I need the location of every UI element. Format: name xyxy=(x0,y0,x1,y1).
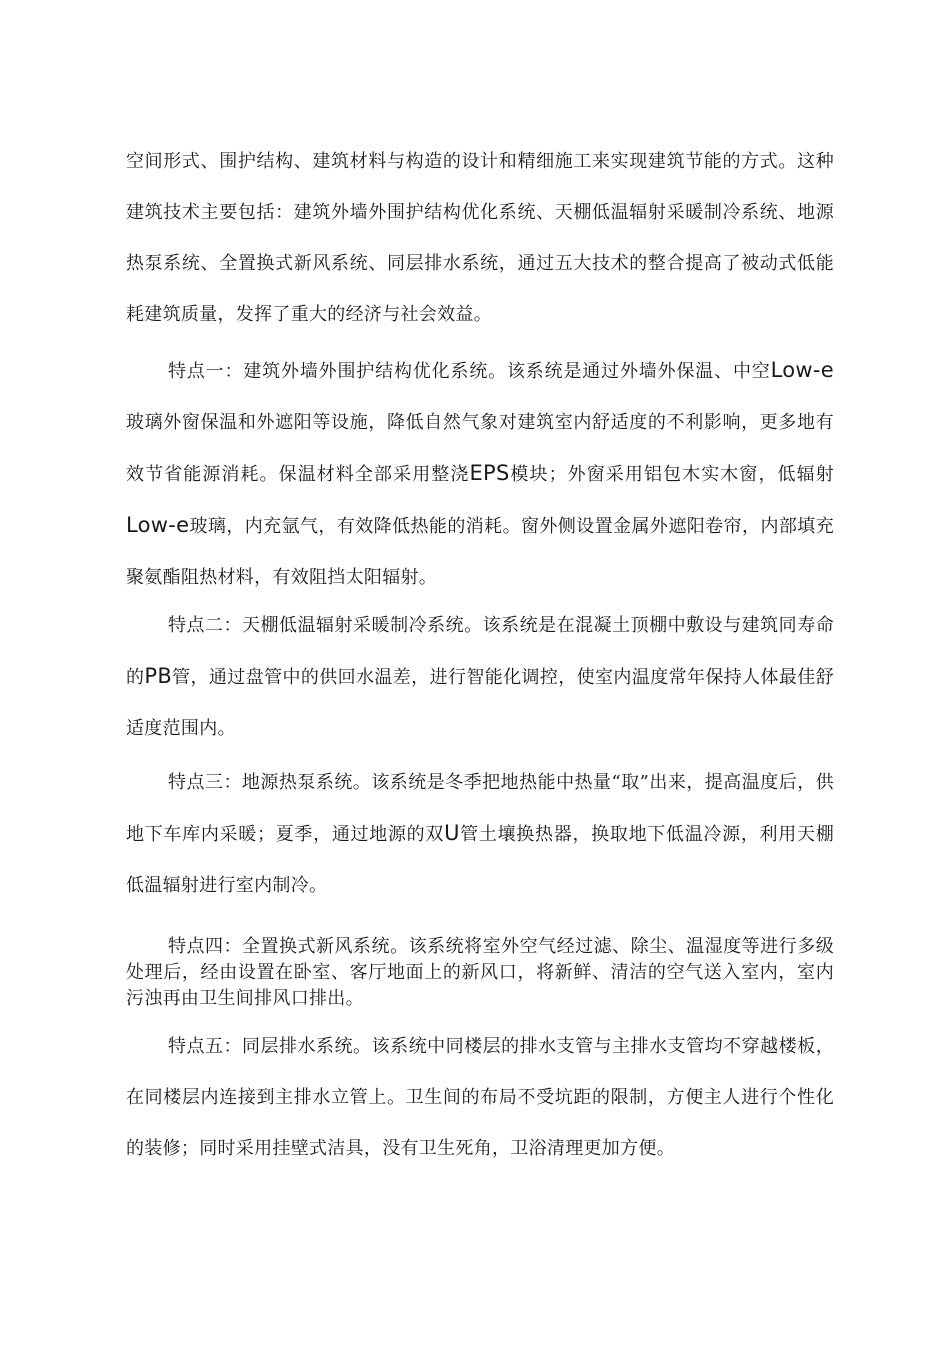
text-run: 特点二：天棚低温辐射采暖制冷系统。该系统是在混凝土顶棚中敷设与建筑同寿命的 xyxy=(126,615,834,688)
term-eps: EPS xyxy=(469,461,510,485)
paragraph-feature-4: 特点四：全置换式新风系统。该系统将室外空气经过滤、除尘、温湿度等进行多级处理后，经由设置在卧室、客厅地面上的新风口，将新鲜、清洁的空气送入室内，室内污浊再由卫生间排风口排出。 xyxy=(126,936,834,1009)
text-run: 管土壤换热器，换取地下低温冷源，利用天棚低温辐射进行室内制冷。 xyxy=(126,824,834,896)
paragraph-feature-2 xyxy=(126,600,834,754)
paragraph-intro: 空间形式、围护结构、建筑材料与构造的设计和精细施工来实现建筑节能的方式。这种建筑技术主要包括：建筑外墙外围护结构优化系统、天棚低温辐射采暖制冷系统、地源热泵系统、全置换式新风系统、同层排水系统，通过五大技术的整合提高了被动式低能耗建筑质量，发挥了重大的经济与社会效益。 xyxy=(126,151,834,325)
term-u: U xyxy=(444,821,460,845)
paragraph-feature-1 xyxy=(126,345,834,603)
text-run: 特点三：地源热泵系统。该系统是冬季把地热能中热量“取”出来，提高温度后，供地下车库内采暖；夏季，通过地源的双 xyxy=(126,772,834,845)
text-run: 玻璃，内充氩气，有效降低热能的消耗。窗外侧设置金属外遮阳卷帘，内部填充聚氨酯阻热材料，有效阻挡太阳辐射。 xyxy=(126,516,834,588)
text-run: 特点一：建筑外墙外围护结构优化系统。该系统是通过外墙外保温、中空 xyxy=(168,361,771,382)
paragraph-feature-5: 特点五：同层排水系统。该系统中同楼层的排水支管与主排水支管均不穿越楼板，在同楼层内连接到主排水立管上。卫生间的布局不受坑距的限制，方便主人进行个性化的装修；同时采用挂壁式洁具，没有卫生死角，卫浴清理更加方便。 xyxy=(126,1036,834,1159)
term-low-e: Low-e xyxy=(770,358,834,382)
text-run: 玻璃外窗保温和外遮阳等设施，降低自然气象对建筑室内舒适度的不利影响，更多地有效节省能源消耗。保温材料全部采用整浇 xyxy=(126,412,834,485)
term-pb: PB xyxy=(144,664,173,688)
term-low-e: Low-e xyxy=(126,513,190,537)
text-run: 管，通过盘管中的供回水温差，进行智能化调控，使室内温度常年保持人体最佳舒适度范围内。 xyxy=(126,667,834,739)
paragraph-feature-3 xyxy=(126,757,834,911)
text-run: 模块；外窗采用铝包木实木窗，低辐射 xyxy=(509,464,834,485)
